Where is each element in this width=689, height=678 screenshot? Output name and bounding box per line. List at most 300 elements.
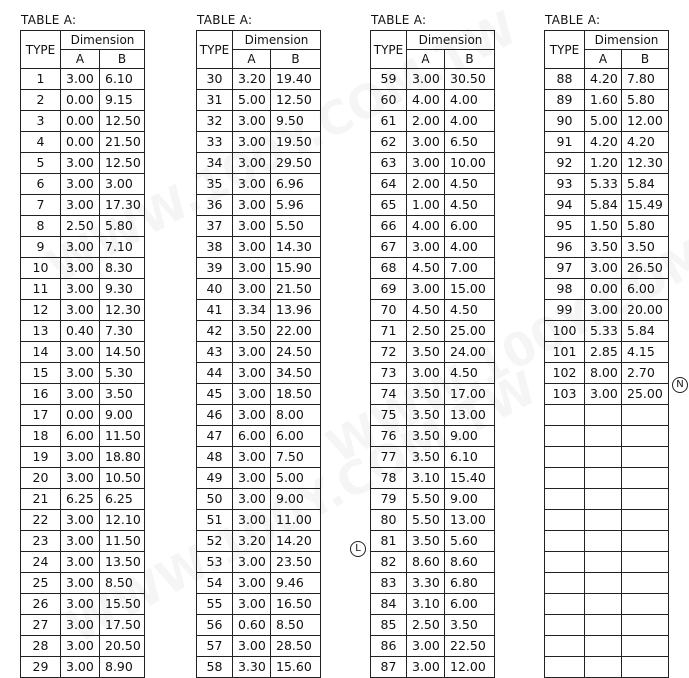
table-row	[21, 321, 145, 342]
b-value-cell: 2.70	[622, 363, 669, 384]
type-cell: 53	[197, 552, 233, 573]
table-row	[21, 384, 145, 405]
b-value-cell: 12.10	[100, 510, 145, 531]
table-row	[197, 153, 321, 174]
table-row	[371, 573, 495, 594]
type-cell: 54	[197, 573, 233, 594]
l-marker: L	[350, 541, 366, 557]
a-value-cell: 2.00	[407, 111, 445, 132]
a-value-cell: 3.00	[61, 279, 100, 300]
type-cell: 26	[21, 594, 61, 615]
table-row	[21, 510, 145, 531]
a-value-cell: 3.00	[233, 195, 271, 216]
a-value-cell	[585, 636, 622, 657]
table-row	[545, 405, 669, 426]
table-row	[21, 237, 145, 258]
table-row	[545, 69, 669, 90]
b-value-cell: 7.00	[445, 258, 495, 279]
a-value-cell: 3.00	[61, 258, 100, 279]
type-cell: 92	[545, 153, 585, 174]
a-value-cell: 3.00	[407, 153, 445, 174]
table-row	[197, 237, 321, 258]
b-value-cell: 11.50	[100, 426, 145, 447]
a-value-cell: 3.00	[233, 342, 271, 363]
table-row	[197, 69, 321, 90]
a-value-cell	[585, 447, 622, 468]
table-row	[545, 195, 669, 216]
a-value-cell: 5.33	[585, 321, 622, 342]
table-row	[197, 447, 321, 468]
a-value-cell: 3.00	[233, 447, 271, 468]
a-value-cell: 3.00	[61, 384, 100, 405]
a-value-cell: 3.00	[61, 468, 100, 489]
b-value-cell: 13.00	[445, 405, 495, 426]
table-row	[197, 426, 321, 447]
table-row	[21, 132, 145, 153]
type-cell: 70	[371, 300, 407, 321]
table-row	[197, 363, 321, 384]
b-value-cell: 5.30	[100, 363, 145, 384]
type-cell	[545, 426, 585, 447]
type-cell: 76	[371, 426, 407, 447]
type-cell	[545, 531, 585, 552]
table-row	[371, 258, 495, 279]
a-value-cell: 3.00	[585, 258, 622, 279]
type-cell: 47	[197, 426, 233, 447]
b-value-cell	[622, 552, 669, 573]
type-cell: 58	[197, 657, 233, 678]
a-value-cell: 3.00	[233, 174, 271, 195]
type-cell: 21	[21, 489, 61, 510]
table-row	[371, 489, 495, 510]
table-row	[371, 132, 495, 153]
column-b-header: B	[445, 50, 495, 69]
column-a-header: A	[407, 50, 445, 69]
b-value-cell: 15.40	[445, 468, 495, 489]
column-b-header: B	[622, 50, 669, 69]
n-marker: N	[672, 377, 688, 393]
table-row	[371, 384, 495, 405]
a-value-cell: 4.20	[585, 132, 622, 153]
b-value-cell	[622, 468, 669, 489]
dimension-header: Dimension	[585, 31, 669, 50]
table-row	[197, 531, 321, 552]
type-cell: 63	[371, 153, 407, 174]
a-value-cell: 5.33	[585, 174, 622, 195]
table-row	[545, 531, 669, 552]
type-cell: 37	[197, 216, 233, 237]
b-value-cell: 12.30	[622, 153, 669, 174]
b-value-cell: 6.96	[271, 174, 321, 195]
table-row	[197, 615, 321, 636]
b-value-cell: 3.50	[100, 384, 145, 405]
type-cell: 78	[371, 468, 407, 489]
table-row	[21, 615, 145, 636]
a-value-cell: 3.00	[61, 447, 100, 468]
table-row	[545, 363, 669, 384]
a-value-cell: 2.50	[407, 615, 445, 636]
a-value-cell: 3.00	[61, 552, 100, 573]
table-row	[371, 300, 495, 321]
a-value-cell: 0.00	[61, 132, 100, 153]
table-panel-3	[370, 10, 495, 678]
a-value-cell: 5.00	[233, 90, 271, 111]
table-row	[545, 510, 669, 531]
b-value-cell: 5.84	[622, 321, 669, 342]
b-value-cell	[622, 489, 669, 510]
b-value-cell: 6.10	[100, 69, 145, 90]
type-cell: 88	[545, 69, 585, 90]
type-cell: 61	[371, 111, 407, 132]
type-cell: 2	[21, 90, 61, 111]
b-value-cell: 13.96	[271, 300, 321, 321]
table-row	[371, 405, 495, 426]
type-cell: 94	[545, 195, 585, 216]
b-value-cell: 29.50	[271, 153, 321, 174]
type-cell: 28	[21, 636, 61, 657]
dimension-table-4	[544, 30, 669, 678]
b-value-cell: 34.50	[271, 363, 321, 384]
b-value-cell: 23.50	[271, 552, 321, 573]
type-cell: 32	[197, 111, 233, 132]
type-cell: 81	[371, 531, 407, 552]
a-value-cell: 3.34	[233, 300, 271, 321]
b-value-cell: 13.00	[445, 510, 495, 531]
type-cell: 102	[545, 363, 585, 384]
b-value-cell: 9.00	[271, 489, 321, 510]
type-cell: 43	[197, 342, 233, 363]
b-value-cell: 9.15	[100, 90, 145, 111]
b-value-cell	[622, 531, 669, 552]
a-value-cell: 3.00	[233, 405, 271, 426]
table-row	[371, 426, 495, 447]
b-value-cell: 8.60	[445, 552, 495, 573]
b-value-cell: 8.90	[100, 657, 145, 678]
table-row	[21, 489, 145, 510]
type-cell: 67	[371, 237, 407, 258]
table-row	[545, 258, 669, 279]
a-value-cell: 5.50	[407, 510, 445, 531]
b-value-cell: 15.60	[271, 657, 321, 678]
a-value-cell: 0.60	[233, 615, 271, 636]
a-value-cell: 5.00	[585, 111, 622, 132]
b-value-cell: 18.80	[100, 447, 145, 468]
b-value-cell: 6.10	[445, 447, 495, 468]
type-cell: 31	[197, 90, 233, 111]
table-row	[21, 363, 145, 384]
table-row	[371, 636, 495, 657]
type-cell: 98	[545, 279, 585, 300]
b-value-cell: 16.50	[271, 594, 321, 615]
a-value-cell	[585, 468, 622, 489]
b-value-cell: 3.00	[100, 174, 145, 195]
type-cell	[545, 510, 585, 531]
a-value-cell: 1.00	[407, 195, 445, 216]
a-value-cell: 3.00	[407, 132, 445, 153]
type-cell: 30	[197, 69, 233, 90]
a-value-cell: 3.30	[407, 573, 445, 594]
b-value-cell: 13.50	[100, 552, 145, 573]
b-value-cell: 5.80	[622, 216, 669, 237]
table-row	[371, 195, 495, 216]
a-value-cell: 4.50	[407, 258, 445, 279]
type-cell: 83	[371, 573, 407, 594]
b-value-cell: 8.50	[271, 615, 321, 636]
table-row	[197, 300, 321, 321]
a-value-cell: 3.20	[233, 531, 271, 552]
b-value-cell: 7.30	[100, 321, 145, 342]
a-value-cell: 3.00	[61, 69, 100, 90]
type-cell: 64	[371, 174, 407, 195]
dimension-table-3	[370, 30, 495, 678]
table-row	[197, 594, 321, 615]
table-row	[545, 216, 669, 237]
table-row	[197, 636, 321, 657]
table-row	[545, 426, 669, 447]
b-value-cell: 3.50	[622, 237, 669, 258]
b-value-cell: 12.00	[622, 111, 669, 132]
type-cell: 59	[371, 69, 407, 90]
b-value-cell: 12.30	[100, 300, 145, 321]
b-value-cell: 7.50	[271, 447, 321, 468]
a-value-cell: 1.50	[585, 216, 622, 237]
a-value-cell: 5.84	[585, 195, 622, 216]
b-value-cell: 9.46	[271, 573, 321, 594]
b-value-cell: 12.00	[445, 657, 495, 678]
table-row	[21, 468, 145, 489]
b-value-cell: 4.20	[622, 132, 669, 153]
a-value-cell: 3.10	[407, 468, 445, 489]
type-cell: 99	[545, 300, 585, 321]
a-value-cell: 3.00	[407, 636, 445, 657]
b-value-cell: 5.80	[622, 90, 669, 111]
type-cell: 66	[371, 216, 407, 237]
a-value-cell	[585, 615, 622, 636]
type-cell: 87	[371, 657, 407, 678]
type-header: TYPE	[21, 31, 61, 69]
table-row	[197, 111, 321, 132]
table-row	[197, 279, 321, 300]
b-value-cell: 6.50	[445, 132, 495, 153]
type-cell: 7	[21, 195, 61, 216]
b-value-cell: 22.50	[445, 636, 495, 657]
b-value-cell: 12.50	[100, 111, 145, 132]
table-row	[197, 321, 321, 342]
table-row	[197, 489, 321, 510]
a-value-cell	[585, 657, 622, 678]
table-row	[197, 132, 321, 153]
column-a-header: A	[585, 50, 622, 69]
a-value-cell: 4.00	[407, 90, 445, 111]
a-value-cell: 6.25	[61, 489, 100, 510]
a-value-cell	[585, 426, 622, 447]
table-row	[371, 216, 495, 237]
table-row	[197, 405, 321, 426]
b-value-cell: 14.50	[100, 342, 145, 363]
type-cell: 24	[21, 552, 61, 573]
b-value-cell: 6.25	[100, 489, 145, 510]
type-cell: 27	[21, 615, 61, 636]
table-row	[371, 657, 495, 678]
b-value-cell: 7.10	[100, 237, 145, 258]
type-cell: 10	[21, 258, 61, 279]
table-row	[371, 90, 495, 111]
table-row	[371, 447, 495, 468]
type-header: TYPE	[371, 31, 407, 69]
table-row	[545, 468, 669, 489]
table-row	[21, 90, 145, 111]
table-row	[21, 69, 145, 90]
table-row	[545, 153, 669, 174]
table-row	[371, 510, 495, 531]
type-cell: 51	[197, 510, 233, 531]
b-value-cell: 30.50	[445, 69, 495, 90]
a-value-cell: 3.00	[233, 384, 271, 405]
type-cell: 42	[197, 321, 233, 342]
a-value-cell: 0.00	[61, 405, 100, 426]
b-value-cell: 12.50	[100, 153, 145, 174]
type-cell: 44	[197, 363, 233, 384]
type-cell	[545, 594, 585, 615]
b-value-cell	[622, 615, 669, 636]
type-cell: 97	[545, 258, 585, 279]
type-cell: 6	[21, 174, 61, 195]
table-row	[21, 657, 145, 678]
type-cell: 100	[545, 321, 585, 342]
type-cell: 33	[197, 132, 233, 153]
a-value-cell: 3.00	[61, 594, 100, 615]
a-value-cell: 3.50	[407, 405, 445, 426]
type-cell: 101	[545, 342, 585, 363]
b-value-cell: 25.00	[622, 384, 669, 405]
b-value-cell	[622, 510, 669, 531]
b-value-cell: 5.96	[271, 195, 321, 216]
b-value-cell: 20.00	[622, 300, 669, 321]
table-panel-4	[544, 10, 669, 678]
a-value-cell: 3.00	[61, 573, 100, 594]
a-value-cell: 8.00	[585, 363, 622, 384]
b-value-cell: 26.50	[622, 258, 669, 279]
table-row	[371, 153, 495, 174]
table-row	[371, 321, 495, 342]
table-row	[21, 426, 145, 447]
b-value-cell	[622, 657, 669, 678]
table-row	[21, 111, 145, 132]
a-value-cell: 3.00	[61, 174, 100, 195]
table-row	[197, 468, 321, 489]
type-cell: 74	[371, 384, 407, 405]
type-cell: 57	[197, 636, 233, 657]
a-value-cell: 3.00	[407, 69, 445, 90]
type-cell: 93	[545, 174, 585, 195]
table-row	[197, 216, 321, 237]
a-value-cell: 3.00	[233, 573, 271, 594]
type-cell: 86	[371, 636, 407, 657]
table-row	[197, 90, 321, 111]
a-value-cell	[585, 531, 622, 552]
b-value-cell: 5.00	[271, 468, 321, 489]
type-cell: 39	[197, 258, 233, 279]
b-value-cell: 14.20	[271, 531, 321, 552]
a-value-cell: 0.00	[585, 279, 622, 300]
a-value-cell	[585, 405, 622, 426]
a-value-cell: 2.50	[61, 216, 100, 237]
b-value-cell: 15.00	[445, 279, 495, 300]
type-cell: 38	[197, 237, 233, 258]
table-row	[21, 594, 145, 615]
b-value-cell: 14.30	[271, 237, 321, 258]
type-cell: 84	[371, 594, 407, 615]
table-row	[545, 132, 669, 153]
b-value-cell: 9.00	[445, 426, 495, 447]
table-row	[371, 615, 495, 636]
a-value-cell: 3.00	[61, 657, 100, 678]
a-value-cell: 3.00	[233, 132, 271, 153]
a-value-cell: 3.00	[61, 300, 100, 321]
type-cell: 1	[21, 69, 61, 90]
table-row	[545, 489, 669, 510]
type-cell: 14	[21, 342, 61, 363]
type-cell: 50	[197, 489, 233, 510]
table-row	[197, 174, 321, 195]
b-value-cell: 6.00	[445, 594, 495, 615]
table-row	[371, 237, 495, 258]
a-value-cell: 3.00	[233, 363, 271, 384]
table-row	[371, 531, 495, 552]
type-cell: 41	[197, 300, 233, 321]
a-value-cell: 3.00	[61, 195, 100, 216]
table-caption: TABLE A:	[197, 13, 253, 27]
table-row	[371, 552, 495, 573]
a-value-cell: 3.00	[233, 111, 271, 132]
type-cell: 95	[545, 216, 585, 237]
table-row	[21, 573, 145, 594]
b-value-cell	[622, 426, 669, 447]
a-value-cell	[585, 489, 622, 510]
a-value-cell: 6.00	[233, 426, 271, 447]
b-value-cell: 8.00	[271, 405, 321, 426]
table-row	[545, 90, 669, 111]
type-cell: 77	[371, 447, 407, 468]
table-row	[545, 447, 669, 468]
b-value-cell: 20.50	[100, 636, 145, 657]
b-value-cell: 6.80	[445, 573, 495, 594]
table-row	[545, 636, 669, 657]
a-value-cell: 3.00	[233, 258, 271, 279]
table-row	[545, 174, 669, 195]
a-value-cell: 3.00	[407, 363, 445, 384]
a-value-cell: 3.00	[407, 657, 445, 678]
table-row	[197, 258, 321, 279]
table-row	[21, 195, 145, 216]
a-value-cell: 1.60	[585, 90, 622, 111]
b-value-cell: 21.50	[271, 279, 321, 300]
table-row	[371, 594, 495, 615]
type-cell: 85	[371, 615, 407, 636]
a-value-cell: 3.00	[233, 279, 271, 300]
table-row	[197, 657, 321, 678]
a-value-cell: 4.00	[407, 216, 445, 237]
table-row	[545, 111, 669, 132]
table-row	[545, 594, 669, 615]
type-cell: 49	[197, 468, 233, 489]
a-value-cell: 3.00	[61, 531, 100, 552]
column-b-header: B	[100, 50, 145, 69]
b-value-cell: 15.90	[271, 258, 321, 279]
b-value-cell: 19.40	[271, 69, 321, 90]
type-cell: 91	[545, 132, 585, 153]
table-row	[371, 279, 495, 300]
